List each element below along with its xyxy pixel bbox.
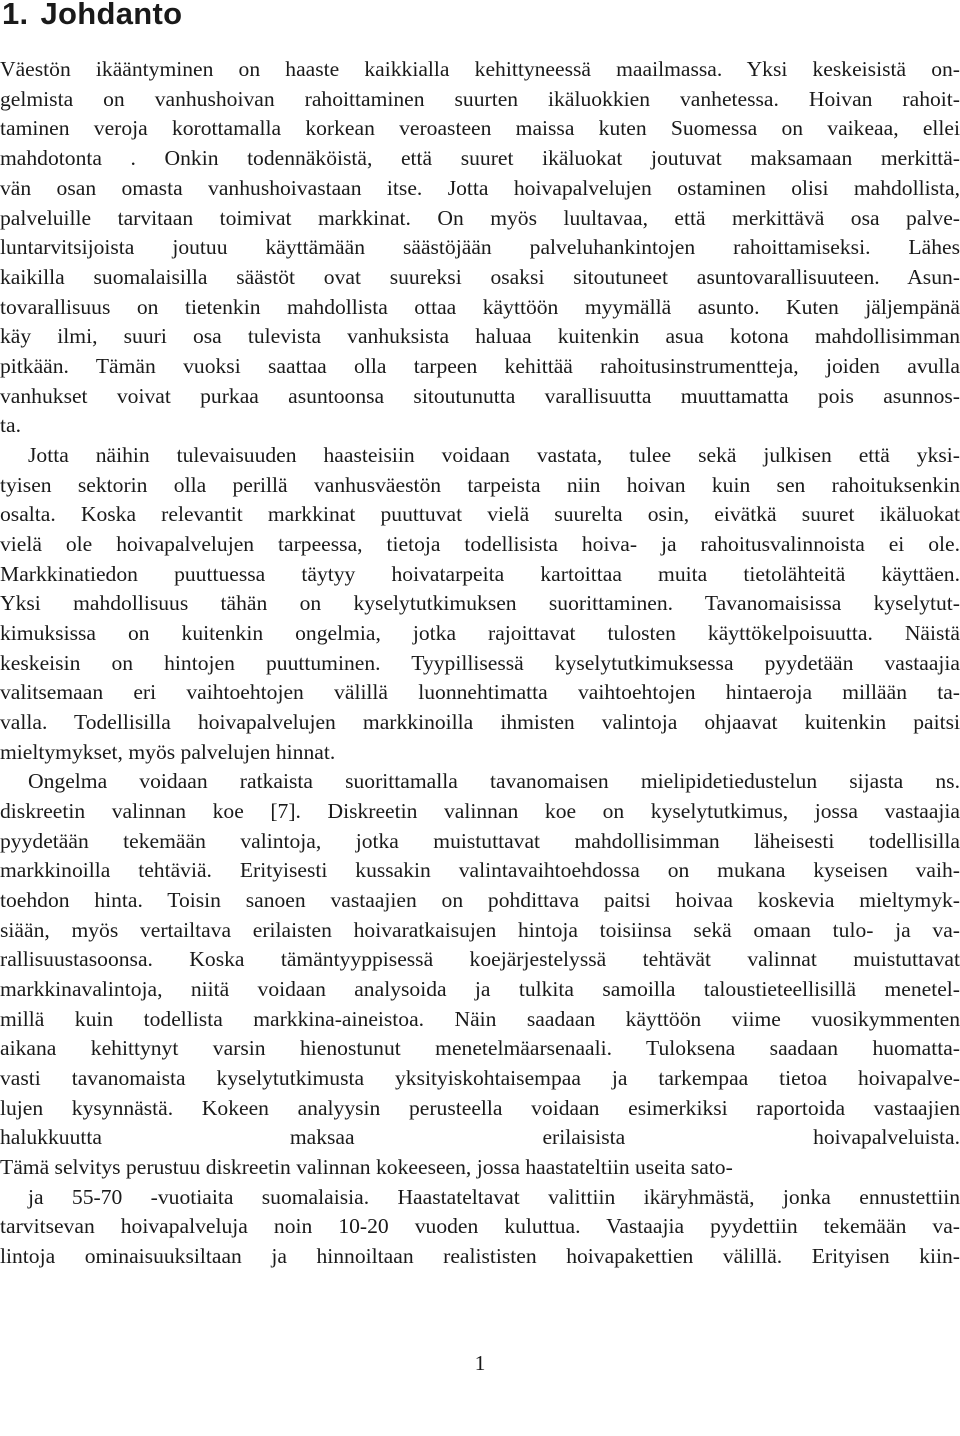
text-line: Jotta näihin tulevaisuuden haasteisiin voidaan vastata, tulee sekä julkisen että yksi- bbox=[28, 443, 960, 467]
text-line: markkinoilla tehtäviä. Erityisesti kussakin valintavaihtoehdossa on mukana kyseisen vaih- bbox=[0, 858, 960, 882]
text-line: kimuksissa on kuitenkin ongelmia, jotka rajoittavat tulosten käyttökelpoisuutta. Näistä bbox=[0, 621, 960, 645]
text-line: siään, myös vertailtava erilaisten hoivaratkaisujen hintoja toisiinsa sekä omaan tulo- ja va- bbox=[0, 918, 960, 942]
text-line: pyydetään tekemään valintoja, jotka muistuttavat mahdollisimman läheisesti todellisilla bbox=[0, 829, 960, 853]
text-line: lujen kysynnästä. Kokeen analyysin perusteella voidaan esimerkiksi raportoida vastaajien bbox=[0, 1096, 960, 1120]
text-line: vasti tavanomaista kyselytutkimusta yksityiskohtaisempaa ja tarkempaa tietoa hoivapalve- bbox=[0, 1066, 960, 1090]
text-line: pitkään. Tämän vuoksi saattaa olla tarpeen kehittää rahoitusinstrumentteja, joiden avulla bbox=[0, 354, 960, 378]
text-line: osalta. Koska relevantit markkinat puuttuvat vielä suurelta osin, eivätkä suuret ikäluokat bbox=[0, 502, 960, 526]
text-line: Ongelma voidaan ratkaista suorittamalla tavanomaisen mielipidetiedustelun sijasta ns. bbox=[28, 769, 960, 793]
text-line: valla. Todellisilla hoivapalvelujen markkinoilla ihmisten valintoja ohjaavat kuitenkin paitsi bbox=[0, 710, 960, 734]
text-line: tyisen sektorin olla perillä vanhusväestön tarpeista niin hoivan kuin sen rahoituksenkin bbox=[0, 473, 960, 497]
text-line: käy ilmi, suuri osa tulevista vanhuksista haluaa kuitenkin asua kotona mahdollisimman bbox=[0, 324, 960, 348]
section-number: 1. bbox=[2, 0, 29, 31]
text-line: luntarvitsijoista joutuu käyttämään säästöjään palveluhankintojen rahoittamiseksi. Lähes bbox=[0, 235, 960, 259]
text-line: Yksi mahdollisuus tähän on kyselytutkimuksen suorittaminen. Tavanomaisissa kyselytut- bbox=[0, 591, 960, 615]
text-line: vanhukset voivat purkaa asuntoonsa sitoutunutta varallisuutta muuttamatta pois asunnos- bbox=[0, 384, 960, 408]
text-line: ja 55-70 -vuotiaita suomalaisia. Haastateltavat valittiin ikäryhmästä, jonka ennustettiin bbox=[28, 1185, 960, 1209]
text-line: mieltymykset, myös palvelujen hinnat. bbox=[0, 740, 336, 764]
text-line: tovarallisuus on tietenkin mahdollista ottaa käyttöön myymällä asunto. Kuten jäljempänä bbox=[0, 295, 960, 319]
text-line: valitsemaan eri vaihtoehtojen välillä luonnehtimatta vaihtoehtojen hintaeroja millään ta- bbox=[0, 680, 960, 704]
text-line: taminen veroja korottamalla korkean veroasteen maissa kuten Suomessa on vaikeaa, ellei bbox=[0, 116, 960, 140]
text-line: millä kuin todellista markkina-aineistoa. Näin saadaan käyttöön viime vuosikymmenten bbox=[0, 1007, 960, 1031]
text-line: palveluille tarvitaan toimivat markkinat. On myös luultavaa, että merkittävä osa palve- bbox=[0, 206, 960, 230]
text-line: aikana kehittynyt varsin hienostunut menetelmäarsenaali. Tuloksena saadaan huomatta- bbox=[0, 1036, 960, 1060]
text-line: keskeisin on hintojen puuttuminen. Tyypillisessä kyselytutkimuksessa pyydetään vastaajia bbox=[0, 651, 960, 675]
text-line: lintoja ominaisuuksiltaan ja hinnoiltaan realististen hoivapakettien välillä. Erityisen kiin- bbox=[0, 1244, 960, 1268]
text-line: ta. bbox=[0, 413, 21, 437]
text-line: tarvitsevan hoivapalveluja noin 10-20 vuoden kuluttua. Vastaajia pyydettiin tekemään va- bbox=[0, 1214, 960, 1238]
section-title: Johdanto bbox=[40, 0, 183, 31]
text-line: mahdotonta . Onkin todennäköistä, että suuret ikäluokat joutuvat maksamaan merkittä- bbox=[0, 146, 960, 170]
text-line: rallisuustasoonsa. Koska tämäntyyppisessä koejärjestelyssä tehtävät valinnat muistuttavat bbox=[0, 947, 960, 971]
section-heading bbox=[2, 0, 182, 36]
text-line: markkinavalintoja, niitä voidaan analysoida ja tulkita samoilla taloustieteellisillä menetel- bbox=[0, 977, 960, 1001]
text-line: gelmista on vanhushoivan rahoittaminen suurten ikäluokkien vanhetessa. Hoivan rahoit- bbox=[0, 87, 960, 111]
text-line: diskreetin valinnan koe [7]. Diskreetin valinnan koe on kyselytutkimus, jossa vastaajia bbox=[0, 799, 960, 823]
text-line: kaikilla suomalaisilla säästöt ovat suureksi osaksi sitoutuneet asuntovarallisuuteen. Asun- bbox=[0, 265, 960, 289]
text-line: vielä ole hoivapalvelujen tarpeessa, tietoja todellisista hoiva- ja rahoitusvalinnoista ei ole. bbox=[0, 532, 960, 556]
text-line: vän osan omasta vanhushoivastaan itse. Jotta hoivapalvelujen ostaminen olisi mahdollista, bbox=[0, 176, 960, 200]
page-number: 1 bbox=[474, 1351, 486, 1375]
text-line: Tämä selvitys perustuu diskreetin valinnan kokeeseen, jossa haastateltiin useita sato- bbox=[0, 1155, 733, 1179]
text-line: toehdon hinta. Toisin sanoen vastaajien on pohdittava paitsi hoivaa koskevia mieltymyk- bbox=[0, 888, 960, 912]
text-line: Väestön ikääntyminen on haaste kaikkialla kehittyneessä maailmassa. Yksi keskeisistä on- bbox=[0, 57, 960, 81]
text-line: halukkuutta maksaa erilaisista hoivapalveluista. bbox=[0, 1125, 960, 1149]
text-line: Markkinatiedon puuttuessa täytyy hoivatarpeita kartoittaa muita tietolähteitä käyttäen. bbox=[0, 562, 960, 586]
text-line bbox=[0, 1273, 960, 1299]
